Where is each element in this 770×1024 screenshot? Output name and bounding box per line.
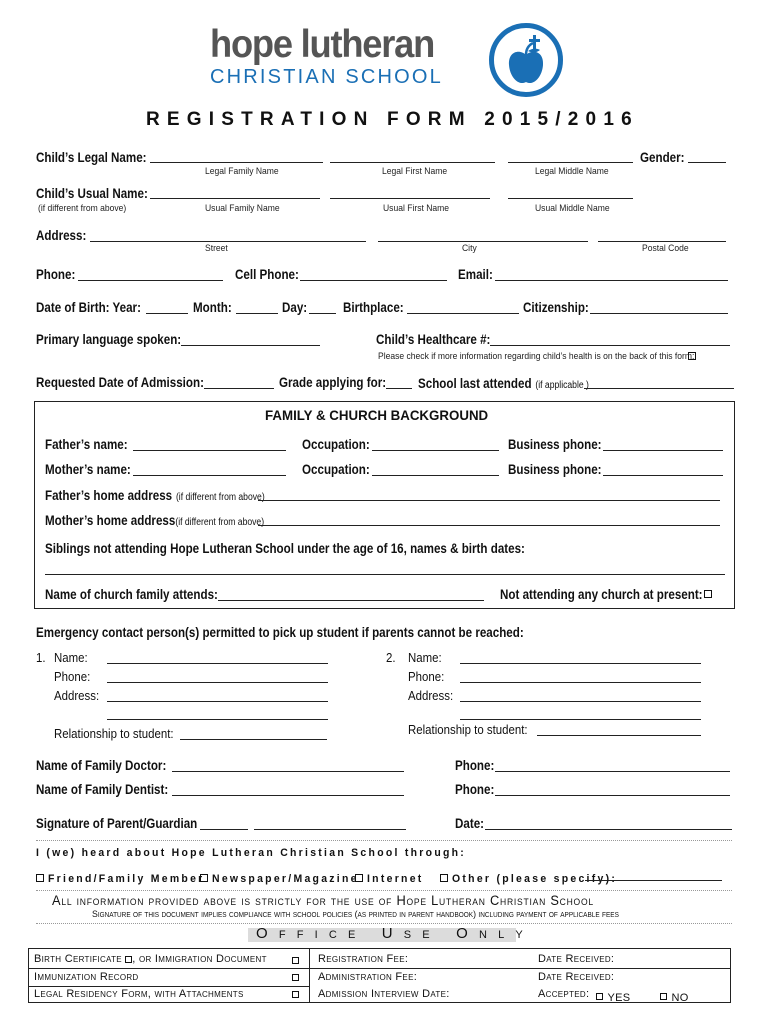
ec2-phone-label: Phone: [408, 669, 445, 684]
notice-sub: Signature of this document implies compliance with school policies (as printed in parent handbook) including payment of applicable fees [92, 909, 619, 920]
other-label: Other (please specify): [452, 873, 618, 885]
siblings-field[interactable] [45, 560, 725, 575]
address-label: Address: [36, 228, 87, 243]
father-address-note: (if different from above) [175, 492, 265, 503]
legal-first-caption: Legal First Name [382, 166, 448, 177]
no-church-label: Not attending any church at present: [500, 587, 703, 602]
yes-label: YES [607, 992, 631, 1004]
divider-2 [36, 890, 732, 891]
usual-name-note: (if different from above) [38, 203, 127, 214]
other-checkbox[interactable] [440, 874, 448, 882]
birth-cert-text: Birth Certificate [34, 953, 122, 965]
date-received-2-label: Date Received: [538, 971, 615, 983]
father-business-phone-label: Business phone: [508, 437, 602, 452]
logo-apple-cross-icon [488, 22, 564, 98]
emergency-heading: Emergency contact person(s) permitted to pick up student if parents cannot be reached: [36, 625, 524, 640]
usual-middle-field[interactable] [508, 184, 633, 199]
citizenship-label: Citizenship: [523, 300, 589, 315]
dob-month-field[interactable] [236, 299, 278, 314]
residency-checkbox[interactable] [292, 991, 299, 998]
immigration-doc-checkbox[interactable] [292, 957, 299, 964]
dob-month-label: Month: [193, 300, 232, 315]
immunization-label: Immunization Record [34, 971, 139, 983]
yes-checkbox[interactable] [596, 993, 603, 1000]
siblings-label: Siblings not attending Hope Lutheran School under the age of 16, names & birth dates: [45, 541, 525, 556]
father-name-field[interactable] [133, 436, 286, 451]
mother-name-label: Mother’s name: [45, 462, 131, 477]
other-specify-field[interactable] [585, 866, 722, 881]
father-business-phone-field[interactable] [603, 436, 723, 451]
mother-occupation-field[interactable] [372, 461, 499, 476]
phone-label: Phone: [36, 267, 76, 282]
date-label: Date: [455, 816, 485, 831]
email-label: Email: [458, 267, 493, 282]
school-last-note: (if applicable ) [535, 380, 589, 391]
office-row-divider-1 [28, 968, 731, 969]
usual-family-caption: Usual Family Name [205, 203, 280, 214]
office-heading: O f f i c e U s e O n l y [256, 925, 527, 942]
mother-address-text: Mother’s home address [45, 513, 176, 528]
ec1-name-label: Name: [54, 650, 88, 665]
healthcare-label: Child’s Healthcare #: [376, 332, 491, 347]
usual-first-field[interactable] [330, 184, 490, 199]
family-church-box [34, 401, 735, 609]
dentist-phone-label: Phone: [455, 782, 495, 797]
accepted-label: Accepted: [538, 988, 590, 1000]
ec2-name-field[interactable] [460, 649, 701, 664]
postal-field[interactable] [598, 227, 726, 242]
usual-family-field[interactable] [150, 184, 320, 199]
mother-business-phone-field[interactable] [603, 461, 723, 476]
no-checkbox[interactable] [660, 993, 667, 1000]
form-title: REGISTRATION FORM 2015/2016 [146, 109, 639, 130]
ec1-relationship-label: Relationship to student: [54, 726, 174, 741]
mother-address-note: (if different from above) [175, 517, 265, 528]
ec1-name-field[interactable] [107, 649, 328, 664]
usual-first-caption: Usual First Name [383, 203, 450, 214]
language-field[interactable] [181, 331, 320, 346]
doctor-phone-field[interactable] [495, 757, 730, 772]
health-info-checkbox[interactable] [688, 352, 696, 360]
doctor-phone-label: Phone: [455, 758, 495, 773]
immunization-checkbox[interactable] [292, 974, 299, 981]
email-field[interactable] [495, 266, 728, 281]
legal-name-label: Child’s Legal Name: [36, 150, 147, 165]
ec1-address-label: Address: [54, 688, 100, 703]
grade-field[interactable] [386, 374, 412, 389]
legal-first-field[interactable] [330, 148, 495, 163]
gender-field[interactable] [688, 148, 726, 163]
interview-date-label: Admission Interview Date: [318, 988, 450, 1000]
office-row-divider-2 [28, 986, 309, 987]
accepted-no-option[interactable] [660, 988, 689, 1006]
ec2-relationship-label: Relationship to student: [408, 722, 528, 737]
date-received-1-label: Date Received: [538, 953, 615, 965]
church-label: Name of church family attends: [45, 587, 218, 602]
birth-cert-label [34, 953, 267, 965]
mother-business-phone-label: Business phone: [508, 462, 602, 477]
heard-option-3[interactable] [355, 869, 427, 887]
ec2-address-field-2[interactable] [460, 705, 701, 720]
signature-field-1[interactable] [200, 815, 248, 830]
ec2-name-label: Name: [408, 650, 442, 665]
dob-year-field[interactable] [146, 299, 188, 314]
brand-line2: CHRISTIAN SCHOOL [210, 66, 444, 88]
usual-middle-caption: Usual Middle Name [535, 203, 610, 214]
signature-field-2[interactable] [254, 815, 406, 830]
ec1-relationship-field[interactable] [180, 725, 327, 740]
ec1-address-field-2[interactable] [107, 705, 328, 720]
church-field[interactable] [218, 586, 484, 601]
dentist-field[interactable] [172, 781, 404, 796]
legal-middle-caption: Legal Middle Name [535, 166, 609, 177]
doctor-field[interactable] [172, 757, 404, 772]
accepted-yes-option[interactable] [596, 988, 630, 1006]
school-last-label [418, 375, 589, 393]
dentist-label: Name of Family Dentist: [36, 782, 169, 797]
language-label: Primary language spoken: [36, 332, 182, 347]
logo-text [210, 22, 451, 88]
citizenship-field[interactable] [590, 299, 728, 314]
school-last-text: School last attended [418, 376, 532, 391]
father-name-label: Father’s name: [45, 437, 128, 452]
birthplace-label: Birthplace: [343, 300, 404, 315]
ec2-relationship-field[interactable] [537, 721, 701, 736]
office-col-divider [309, 948, 310, 1003]
brand-line1: hope lutheran [210, 23, 435, 66]
immigration-doc-text: , or Immigration Document [132, 953, 267, 965]
father-address-field[interactable] [258, 486, 720, 501]
admission-date-field[interactable] [204, 374, 274, 389]
friend-label: Friend/Family Member [48, 873, 205, 885]
father-occupation-field[interactable] [372, 436, 499, 451]
ec1-phone-field[interactable] [107, 668, 328, 683]
family-heading: FAMILY & CHURCH BACKGROUND [265, 407, 489, 423]
admission-date-label: Requested Date of Admission: [36, 375, 204, 390]
ec2-address-field[interactable] [460, 687, 701, 702]
heard-option-2[interactable] [200, 869, 367, 887]
mother-name-field[interactable] [133, 461, 286, 476]
ec2-address-label: Address: [408, 688, 454, 703]
dob-day-label: Day: [282, 300, 308, 315]
ec2-number: 2. [386, 650, 396, 665]
friend-checkbox[interactable] [36, 874, 44, 882]
legal-middle-field[interactable] [508, 148, 633, 163]
grade-label: Grade applying for: [279, 375, 387, 390]
father-occupation-label: Occupation: [302, 437, 370, 452]
divider-3 [36, 923, 732, 924]
phone-field[interactable] [78, 266, 223, 281]
dob-day-field[interactable] [309, 299, 336, 314]
dob-year-label: Date of Birth: Year: [36, 300, 141, 315]
birthplace-field[interactable] [407, 299, 519, 314]
health-note: Please check if more information regarding child’s health is on the back of this form: [378, 351, 695, 362]
cell-phone-label: Cell Phone: [235, 267, 299, 282]
gender-label: Gender: [640, 150, 685, 165]
internet-label: Internet [367, 873, 425, 885]
heard-option-1[interactable] [36, 869, 213, 887]
heard-label: I (we) heard about Hope Lutheran Christian School through: [36, 847, 467, 859]
ec2-phone-field[interactable] [460, 668, 701, 683]
no-label: NO [671, 992, 689, 1004]
dentist-phone-field[interactable] [495, 781, 730, 796]
mother-occupation-label: Occupation: [302, 462, 370, 477]
no-church-checkbox[interactable] [704, 590, 712, 598]
legal-family-field[interactable] [150, 148, 323, 163]
residency-label: Legal Residency Form, with Attachments [34, 988, 244, 1000]
ec1-number: 1. [36, 650, 46, 665]
cell-phone-field[interactable] [300, 266, 447, 281]
newspaper-label: Newspaper/Magazine [212, 873, 360, 885]
signature-label: Signature of Parent/Guardian [36, 816, 198, 831]
father-address-label [45, 487, 265, 505]
school-last-field[interactable] [584, 374, 734, 389]
city-caption: City [462, 243, 477, 254]
ec1-address-field[interactable] [107, 687, 328, 702]
ec1-phone-label: Phone: [54, 669, 91, 684]
city-field[interactable] [378, 227, 588, 242]
divider [36, 840, 732, 841]
internet-checkbox[interactable] [355, 874, 363, 882]
street-caption: Street [205, 243, 228, 254]
administration-fee-label: Administration Fee: [318, 971, 418, 983]
notice-main: All information provided above is strictly for the use of Hope Lutheran Christian School [52, 893, 594, 908]
legal-family-caption: Legal Family Name [205, 166, 279, 177]
date-field[interactable] [485, 815, 732, 830]
mother-address-label [45, 512, 264, 530]
father-address-text: Father’s home address [45, 488, 173, 503]
registration-fee-label: Registration Fee: [318, 953, 409, 965]
healthcare-field[interactable] [490, 331, 730, 346]
mother-address-field[interactable] [258, 511, 720, 526]
doctor-label: Name of Family Doctor: [36, 758, 167, 773]
postal-caption: Postal Code [642, 243, 689, 254]
newspaper-checkbox[interactable] [200, 874, 208, 882]
usual-name-label: Child’s Usual Name: [36, 186, 148, 201]
street-field[interactable] [90, 227, 366, 242]
